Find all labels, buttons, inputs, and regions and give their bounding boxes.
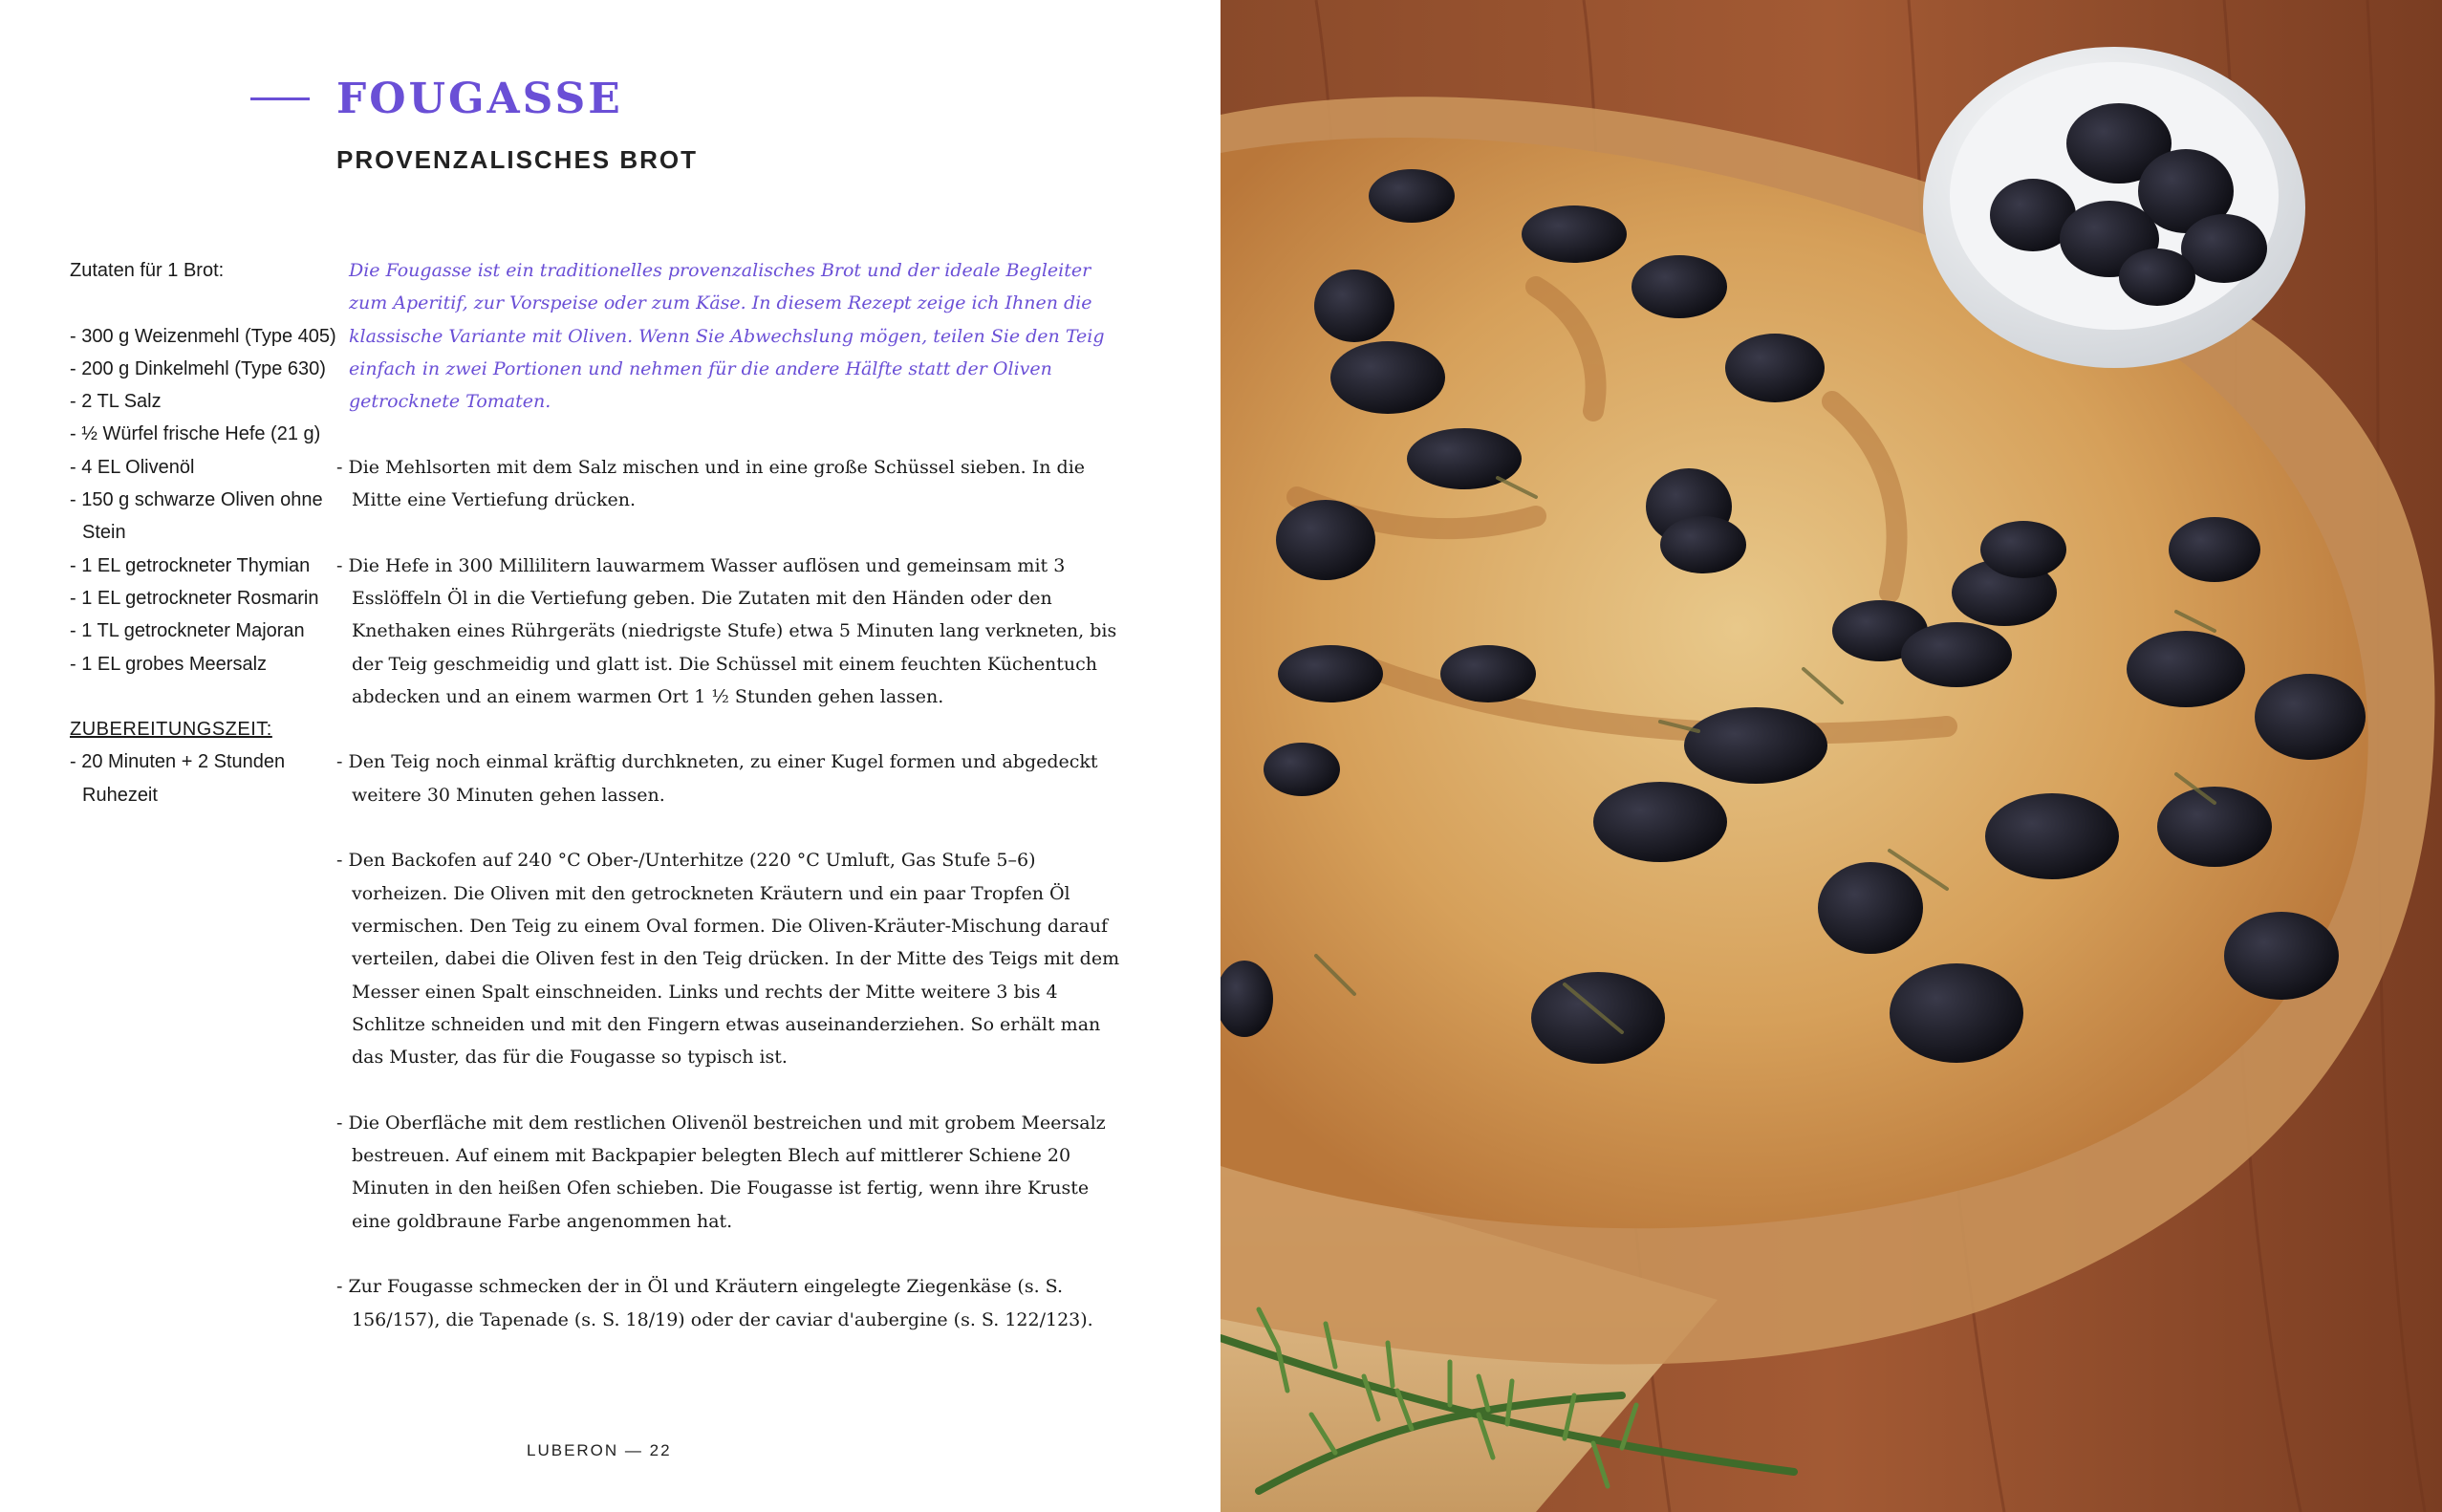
instructions-column bbox=[336, 254, 1120, 1336]
ingredient-item: - ½ Würfel frische Hefe (21 g) bbox=[70, 423, 321, 445]
ingredient-item: - 150 g schwarze Oliven ohne Stein bbox=[70, 489, 323, 544]
ingredient-item: - 1 EL getrockneter Rosmarin bbox=[70, 587, 319, 609]
steps-list bbox=[336, 451, 1120, 1336]
ingredients-column bbox=[70, 254, 347, 811]
ingredient-item: - 4 EL Olivenöl bbox=[70, 456, 195, 478]
step-item: - Die Hefe in 300 Millilitern lauwarmem Wasser auflösen und gemeinsam mit 3 Esslöffeln Öl in die Vertiefung geben. Die Zutaten mit den Händen oder den Knethaken eines Rührgeräts (niedrigste Stufe) etwa 5 Minuten lang verkneten, bis der Teig geschmeidig und glatt ist. Die Schüssel mit einem feuchten Küchentuch abdecken und an einem warmen Ort 1 ½ Stunden gehen lassen. bbox=[336, 554, 1117, 707]
ingredient-item: - 2 TL Salz bbox=[70, 391, 162, 413]
step-item: - Den Teig noch einmal kräftig durchkneten, zu einer Kugel formen und abgedeckt weitere 30 Minuten gehen lassen. bbox=[336, 751, 1098, 806]
ingredient-item: - 200 g Dinkelmehl (Type 630) bbox=[70, 357, 326, 379]
prep-time-heading: ZUBEREITUNGSZEIT: bbox=[70, 719, 272, 741]
right-page bbox=[1221, 0, 2442, 1512]
ingredient-item: - 300 g Weizenmehl (Type 405) bbox=[70, 325, 336, 347]
page-footer: LUBERON — 22 bbox=[527, 1441, 672, 1459]
prep-time-value: - 20 Minuten + 2 Stunden Ruhezeit bbox=[70, 751, 286, 806]
fougasse-photo bbox=[1221, 0, 2442, 1512]
title-rule bbox=[250, 97, 310, 100]
ingredients-list bbox=[70, 320, 347, 680]
ingredient-item: - 1 TL getrockneter Majoran bbox=[70, 620, 305, 642]
ingredient-item: - 1 EL getrockneter Thymian bbox=[70, 554, 311, 576]
step-item: - Zur Fougasse schmecken der in Öl und Kräutern eingelegte Ziegenkäse (s. S. 156/157), die Tapenade (s. S. 18/19) oder der caviar d'aubergine (s. S. 122/123). bbox=[336, 1276, 1093, 1330]
ingredient-item: - 1 EL grobes Meersalz bbox=[70, 653, 268, 675]
intro-paragraph: Die Fougasse ist ein traditionelles provenzalisches Brot und der ideale Begleiter zum Aperitif, zur Vorspeise oder zum Käse. In diesem Rezept zeige ich Ihnen die klassische Variante mit Oliven. Wenn Sie Abwechslung mögen, teilen Sie den Teig einfach in zwei Portionen und nehmen für die andere Hälfte statt der Oliven getrocknete Tomaten. bbox=[349, 260, 1105, 413]
recipe-title: FOUGASSE bbox=[336, 75, 623, 123]
recipe-subtitle: PROVENZALISCHES BROT bbox=[336, 145, 699, 174]
step-item: - Die Oberfläche mit dem restlichen Olivenöl bestreichen und mit grobem Meersalz bestreuen. Auf einem mit Backpapier belegten Blech auf mittlerer Schiene 20 Minuten in den heißen Ofen schieben. Die Fougasse ist fertig, wenn ihre Kruste eine goldbraune Farbe angenommen hat. bbox=[336, 1112, 1106, 1232]
ingredients-heading: Zutaten für 1 Brot: bbox=[70, 260, 225, 281]
step-item: - Den Backofen auf 240 °C Ober-/Unterhitze (220 °C Umluft, Gas Stufe 5–6) vorheizen. Die Oliven mit den getrockneten Kräutern und ein paar Tropfen Öl vermischen. Den Teig zu einem Oval formen. Die Oliven-Kräuter-Mischung darauf verteilen, dabei die Oliven fest in den Teig drücken. In der Mitte des Teigs mit dem Messer einen Spalt einschneiden. Links und rechts der Mitte weitere 3 bis 4 Schlitze schneiden und mit den Fingern etwas auseinanderziehen. So erhält man das Muster, das für die Fougasse so typisch ist. bbox=[336, 850, 1120, 1069]
step-item: - Die Mehlsorten mit dem Salz mischen und in eine große Schüssel sieben. In die Mitte eine Vertiefung drücken. bbox=[336, 456, 1086, 511]
